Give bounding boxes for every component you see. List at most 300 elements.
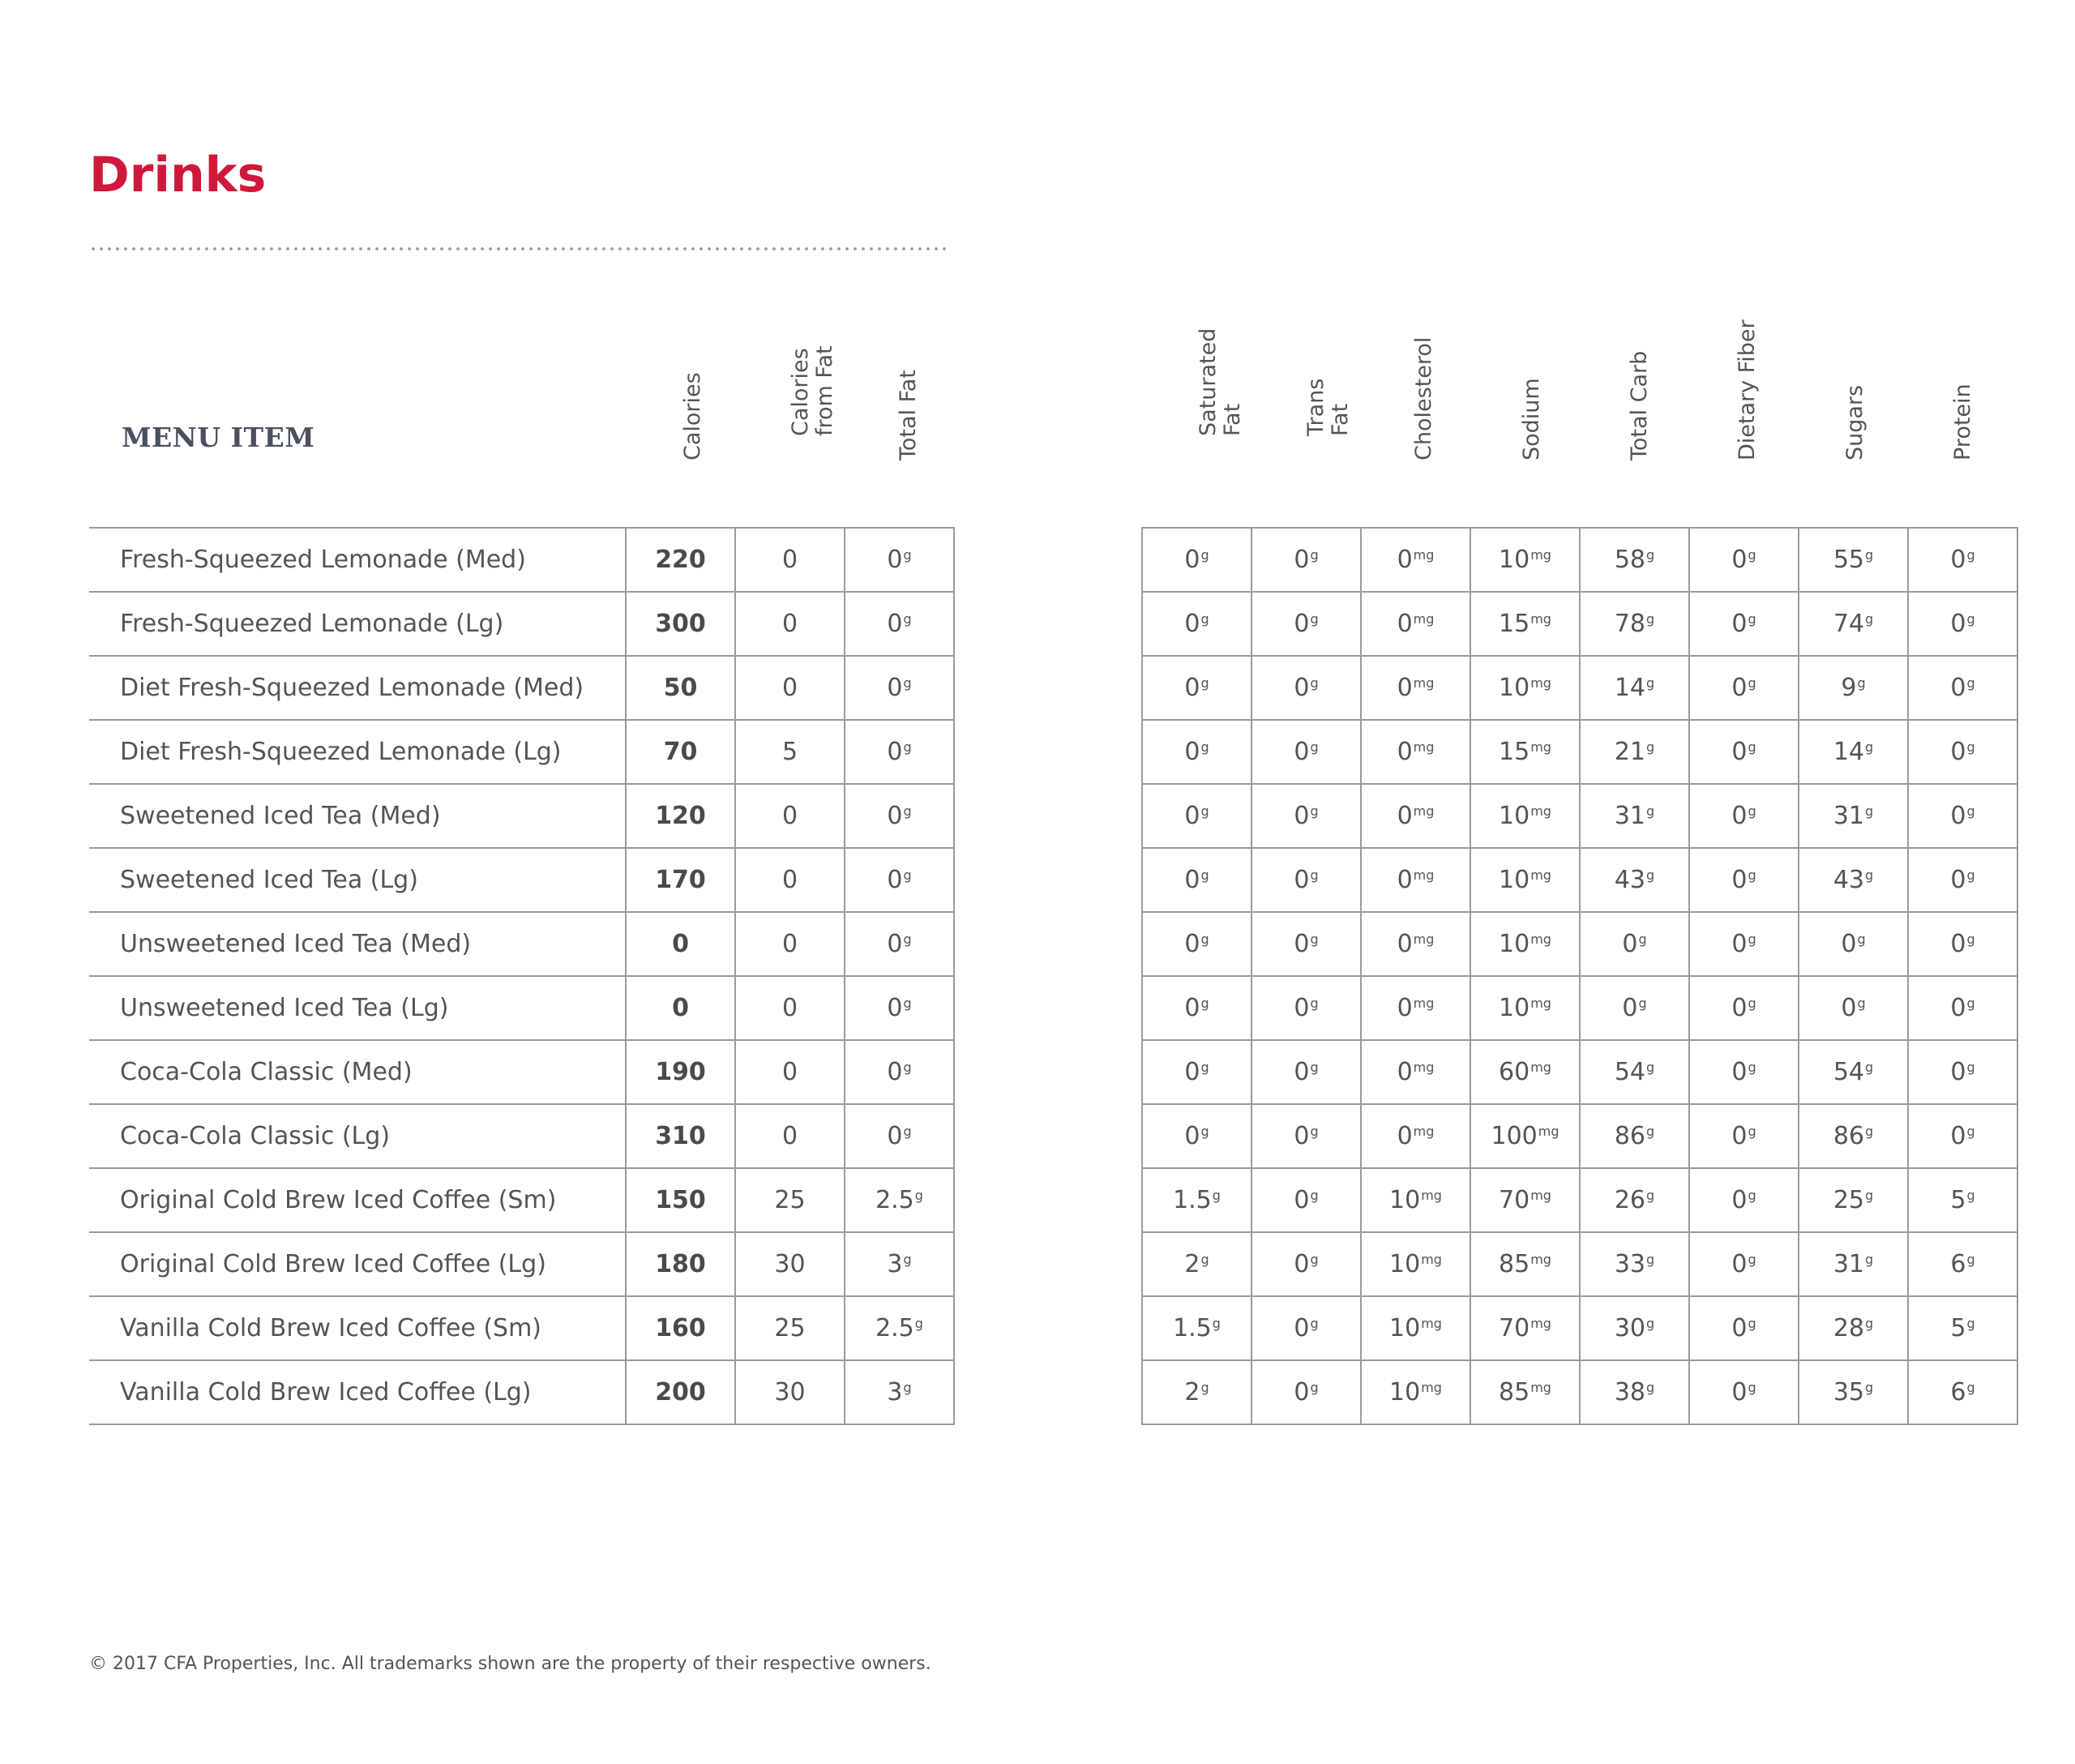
total-fat-cell-value: 0 <box>887 930 903 958</box>
table-row <box>89 720 954 784</box>
col-header-saturated-fat <box>1142 306 1250 485</box>
total-carb-cell-value: 78 <box>1614 610 1646 638</box>
cholesterol-cell <box>1361 720 1470 784</box>
trans-fat-cell <box>1251 720 1361 784</box>
sugars-cell <box>1799 592 1908 656</box>
unit-label: g <box>1310 1060 1319 1075</box>
sodium-cell <box>1470 976 1580 1040</box>
unit-label: mg <box>1530 739 1551 755</box>
unit-label: g <box>1966 867 1975 883</box>
protein-cell-value: 6 <box>1950 1250 1966 1278</box>
unit-label: g <box>1748 931 1756 947</box>
total-fat-cell <box>845 848 954 912</box>
unit-label: mg <box>1530 803 1551 819</box>
dietary-fiber-cell <box>1689 592 1799 656</box>
calories-from-fat-cell-value: 0 <box>781 802 798 830</box>
sodium-cell-value: 60 <box>1499 1058 1530 1086</box>
cholesterol-cell-value: 0 <box>1397 802 1413 830</box>
col-header-saturated-fat-label: Saturated Fat <box>1195 328 1245 436</box>
protein-cell <box>1908 656 2017 720</box>
total-carb-cell <box>1580 848 1689 912</box>
sugars-cell <box>1799 784 1908 848</box>
trans-fat-cell <box>1251 1232 1361 1296</box>
calories-cell <box>626 1296 735 1360</box>
sugars-cell-value: 0 <box>1841 930 1857 958</box>
unit-label: g <box>903 1124 912 1139</box>
unit-label: g <box>1966 611 1975 627</box>
total-fat-cell-value: 0 <box>887 738 903 766</box>
unit-label: g <box>1200 1060 1209 1075</box>
cholesterol-cell <box>1361 1040 1470 1104</box>
sugars-cell-value: 9 <box>1841 674 1857 702</box>
table-row <box>89 848 954 912</box>
trans-fat-cell-value: 0 <box>1294 802 1310 830</box>
unit-label: mg <box>1530 547 1551 563</box>
sodium-cell-value: 85 <box>1499 1250 1530 1278</box>
dietary-fiber-cell-value: 0 <box>1731 1378 1748 1406</box>
saturated-fat-cell <box>1142 1168 1251 1232</box>
trans-fat-cell <box>1251 1168 1361 1232</box>
unit-label: mg <box>1413 803 1435 819</box>
unit-label: g <box>1966 1380 1975 1395</box>
calories-from-fat-cell <box>735 592 845 656</box>
total-fat-cell-value: 0 <box>887 1058 903 1086</box>
unit-label: g <box>1310 611 1319 627</box>
calories-cell-value: 220 <box>655 546 706 574</box>
cholesterol-cell-value: 0 <box>1397 994 1413 1022</box>
item-name-value: Sweetened Iced Tea (Med) <box>120 802 441 830</box>
protein-cell-value: 0 <box>1950 674 1966 702</box>
dietary-fiber-cell <box>1689 1296 1799 1360</box>
table-row <box>1142 848 2017 912</box>
unit-label: g <box>1638 995 1647 1011</box>
dietary-fiber-cell-value: 0 <box>1731 1314 1748 1342</box>
cholesterol-cell <box>1361 784 1470 848</box>
calories-cell-value: 150 <box>655 1186 706 1214</box>
item-name-value: Vanilla Cold Brew Iced Coffee (Lg) <box>120 1378 532 1406</box>
unit-label: g <box>1212 1188 1221 1203</box>
protein-cell <box>1908 1360 2017 1424</box>
dietary-fiber-cell <box>1689 1040 1799 1104</box>
table-row <box>89 592 954 656</box>
item-name-value: Original Cold Brew Iced Coffee (Sm) <box>120 1186 557 1214</box>
trans-fat-cell-value: 0 <box>1294 1058 1310 1086</box>
table-row <box>89 656 954 720</box>
unit-label: g <box>1200 547 1209 563</box>
unit-label: mg <box>1413 1124 1435 1139</box>
unit-label: mg <box>1530 1060 1551 1075</box>
calories-cell-value: 170 <box>655 866 706 894</box>
dotted-divider <box>89 246 951 251</box>
total-fat-cell-value: 0 <box>887 546 903 574</box>
cholesterol-cell <box>1361 976 1470 1040</box>
dietary-fiber-cell-value: 0 <box>1731 674 1748 702</box>
sugars-cell-value: 31 <box>1833 802 1865 830</box>
sugars-cell-value: 54 <box>1833 1058 1865 1086</box>
unit-label: g <box>1748 1188 1756 1203</box>
cholesterol-cell-value: 0 <box>1397 610 1413 638</box>
total-carb-cell <box>1580 976 1689 1040</box>
table-row <box>89 976 954 1040</box>
cholesterol-cell-value: 10 <box>1389 1186 1421 1214</box>
col-header-total-fat-label: Total Fat <box>895 370 921 460</box>
trans-fat-cell <box>1251 976 1361 1040</box>
trans-fat-cell-value: 0 <box>1294 1122 1310 1150</box>
sodium-cell <box>1470 1296 1580 1360</box>
calories-from-fat-cell-value: 30 <box>774 1378 806 1406</box>
unit-label: g <box>903 1380 912 1395</box>
unit-label: g <box>1646 803 1655 819</box>
sugars-cell <box>1799 1104 1908 1168</box>
calories-cell <box>626 656 735 720</box>
unit-label: mg <box>1413 611 1435 627</box>
sodium-cell-value: 10 <box>1499 802 1530 830</box>
dietary-fiber-cell <box>1689 1168 1799 1232</box>
dietary-fiber-cell <box>1689 848 1799 912</box>
unit-label: g <box>1857 931 1866 947</box>
unit-label: mg <box>1530 867 1551 883</box>
unit-label: g <box>1865 803 1874 819</box>
item-name-value: Coca-Cola Classic (Lg) <box>120 1122 391 1150</box>
col-header-total-carb <box>1573 306 1681 485</box>
calories-cell-value: 190 <box>655 1058 706 1086</box>
unit-label: g <box>1865 1060 1874 1075</box>
item-name-value: Diet Fresh-Squeezed Lemonade (Med) <box>120 674 584 702</box>
sugars-cell <box>1799 1296 1908 1360</box>
protein-cell-value: 0 <box>1950 1058 1966 1086</box>
unit-label: g <box>1966 803 1975 819</box>
unit-label: mg <box>1421 1252 1442 1267</box>
unit-label: g <box>1646 547 1655 563</box>
unit-label: g <box>1865 611 1874 627</box>
unit-label: mg <box>1413 547 1435 563</box>
saturated-fat-cell-value: 0 <box>1184 1122 1200 1150</box>
saturated-fat-cell <box>1142 656 1251 720</box>
table-row <box>1142 976 2017 1040</box>
dietary-fiber-cell <box>1689 528 1799 592</box>
total-fat-cell <box>845 720 954 784</box>
sodium-cell <box>1470 528 1580 592</box>
unit-label: g <box>1966 739 1975 755</box>
saturated-fat-cell <box>1142 1104 1251 1168</box>
unit-label: mg <box>1421 1188 1442 1203</box>
item-name-value: Fresh-Squeezed Lemonade (Lg) <box>120 610 504 638</box>
cholesterol-cell-value: 0 <box>1397 1058 1413 1086</box>
calories-from-fat-cell <box>735 1040 845 1104</box>
unit-label: g <box>1857 675 1866 691</box>
table-row <box>89 1296 954 1360</box>
col-header-calories-from-fat-label: Calories from Fat <box>787 345 837 436</box>
table-row <box>1142 528 2017 592</box>
calories-from-fat-cell-value: 5 <box>781 738 798 766</box>
unit-label: g <box>1748 1252 1756 1267</box>
total-fat-cell-value: 3 <box>887 1378 903 1406</box>
protein-cell <box>1908 1232 2017 1296</box>
unit-label: g <box>1646 611 1655 627</box>
calories-from-fat-cell <box>735 1168 845 1232</box>
item-name <box>89 1296 626 1360</box>
sodium-cell <box>1470 1360 1580 1424</box>
menu-item-header: MENU ITEM <box>122 422 315 453</box>
unit-label: g <box>914 1188 923 1203</box>
dietary-fiber-cell-value: 0 <box>1731 994 1748 1022</box>
sodium-cell-value: 85 <box>1499 1378 1530 1406</box>
calories-cell-value: 0 <box>672 994 689 1022</box>
protein-cell <box>1908 1104 2017 1168</box>
trans-fat-cell-value: 0 <box>1294 1186 1310 1214</box>
total-carb-cell-value: 30 <box>1614 1314 1646 1342</box>
cholesterol-cell <box>1361 1296 1470 1360</box>
protein-cell <box>1908 1040 2017 1104</box>
total-carb-cell <box>1580 1232 1689 1296</box>
unit-label: g <box>1966 995 1975 1011</box>
total-carb-cell-value: 33 <box>1614 1250 1646 1278</box>
table-row <box>89 1040 954 1104</box>
calories-cell <box>626 1232 735 1296</box>
calories-cell <box>626 1360 735 1424</box>
trans-fat-cell-value: 0 <box>1294 738 1310 766</box>
table-row <box>1142 656 2017 720</box>
item-name <box>89 528 626 592</box>
protein-cell-value: 0 <box>1950 802 1966 830</box>
saturated-fat-cell <box>1142 848 1251 912</box>
col-header-trans-fat <box>1250 306 1358 485</box>
unit-label: g <box>903 739 912 755</box>
sodium-cell-value: 70 <box>1499 1314 1530 1342</box>
dietary-fiber-cell <box>1689 1104 1799 1168</box>
total-carb-cell-value: 14 <box>1614 674 1646 702</box>
calories-from-fat-cell <box>735 976 845 1040</box>
unit-label: mg <box>1538 1124 1559 1139</box>
unit-label: g <box>1200 1124 1209 1139</box>
col-header-sugars <box>1789 306 1897 485</box>
protein-cell-value: 5 <box>1950 1314 1966 1342</box>
total-carb-cell <box>1580 1296 1689 1360</box>
sodium-cell-value: 10 <box>1499 994 1530 1022</box>
total-carb-cell <box>1580 912 1689 976</box>
unit-label: g <box>1966 1252 1975 1267</box>
protein-cell <box>1908 1168 2017 1232</box>
sodium-cell <box>1470 912 1580 976</box>
unit-label: g <box>1646 867 1655 883</box>
saturated-fat-cell <box>1142 720 1251 784</box>
protein-cell-value: 0 <box>1950 1122 1966 1150</box>
item-name <box>89 720 626 784</box>
table-row <box>1142 1232 2017 1296</box>
sugars-cell-value: 74 <box>1833 610 1865 638</box>
unit-label: g <box>1748 1124 1756 1139</box>
item-name <box>89 1168 626 1232</box>
unit-label: g <box>1646 1316 1655 1331</box>
total-fat-cell-value: 0 <box>887 1122 903 1150</box>
unit-label: g <box>903 931 912 947</box>
trans-fat-cell-value: 0 <box>1294 610 1310 638</box>
table-row <box>1142 784 2017 848</box>
cholesterol-cell <box>1361 1232 1470 1296</box>
cholesterol-cell-value: 0 <box>1397 866 1413 894</box>
unit-label: g <box>1310 1188 1319 1203</box>
unit-label: g <box>1646 1380 1655 1395</box>
cholesterol-cell <box>1361 848 1470 912</box>
unit-label: g <box>1748 995 1756 1011</box>
table-row <box>1142 1296 2017 1360</box>
saturated-fat-cell <box>1142 784 1251 848</box>
dietary-fiber-cell-value: 0 <box>1731 1122 1748 1150</box>
calories-from-fat-cell-value: 0 <box>781 930 798 958</box>
dietary-fiber-cell-value: 0 <box>1731 1250 1748 1278</box>
protein-cell <box>1908 592 2017 656</box>
trans-fat-cell <box>1251 656 1361 720</box>
unit-label: g <box>1310 675 1319 691</box>
total-carb-cell <box>1580 1040 1689 1104</box>
sodium-cell <box>1470 1232 1580 1296</box>
unit-label: g <box>903 675 912 691</box>
sodium-cell <box>1470 784 1580 848</box>
trans-fat-cell-value: 0 <box>1294 546 1310 574</box>
item-name <box>89 592 626 656</box>
unit-label: g <box>1748 547 1756 563</box>
calories-from-fat-cell <box>735 1360 845 1424</box>
table-row <box>89 784 954 848</box>
unit-label: g <box>1865 1316 1874 1331</box>
calories-from-fat-cell-value: 0 <box>781 1058 798 1086</box>
total-carb-cell <box>1580 1360 1689 1424</box>
unit-label: mg <box>1530 675 1551 691</box>
calories-cell-value: 0 <box>672 930 689 958</box>
saturated-fat-cell-value: 2 <box>1184 1250 1200 1278</box>
col-header-calories-from-fat <box>734 306 842 485</box>
calories-from-fat-cell <box>735 1296 845 1360</box>
unit-label: g <box>1200 1380 1209 1395</box>
table-row <box>89 1360 954 1424</box>
total-fat-cell-value: 2.5 <box>875 1314 914 1342</box>
unit-label: g <box>1865 1252 1874 1267</box>
unit-label: g <box>1748 739 1756 755</box>
trans-fat-cell <box>1251 784 1361 848</box>
protein-cell <box>1908 720 2017 784</box>
total-fat-cell-value: 2.5 <box>875 1186 914 1214</box>
trans-fat-cell-value: 0 <box>1294 674 1310 702</box>
col-header-cholesterol-label: Cholesterol <box>1410 336 1436 460</box>
saturated-fat-cell-value: 0 <box>1184 546 1200 574</box>
dietary-fiber-cell-value: 0 <box>1731 1058 1748 1086</box>
item-name <box>89 1104 626 1168</box>
cholesterol-cell <box>1361 528 1470 592</box>
calories-cell-value: 120 <box>655 802 706 830</box>
unit-label: mg <box>1421 1380 1442 1395</box>
saturated-fat-cell <box>1142 528 1251 592</box>
cholesterol-cell-value: 0 <box>1397 930 1413 958</box>
sugars-cell-value: 35 <box>1833 1378 1865 1406</box>
cholesterol-cell <box>1361 1360 1470 1424</box>
protein-cell-value: 0 <box>1950 610 1966 638</box>
saturated-fat-cell-value: 0 <box>1184 802 1200 830</box>
total-fat-cell <box>845 912 954 976</box>
unit-label: g <box>1310 867 1319 883</box>
unit-label: g <box>903 995 912 1011</box>
calories-cell <box>626 912 735 976</box>
unit-label: g <box>1200 867 1209 883</box>
unit-label: g <box>1200 803 1209 819</box>
table-row <box>89 1104 954 1168</box>
protein-cell <box>1908 1296 2017 1360</box>
unit-label: g <box>1748 867 1756 883</box>
unit-label: g <box>1200 739 1209 755</box>
trans-fat-cell-value: 0 <box>1294 1314 1310 1342</box>
table-row <box>89 528 954 592</box>
saturated-fat-cell <box>1142 1040 1251 1104</box>
cholesterol-cell <box>1361 1104 1470 1168</box>
item-name-value: Vanilla Cold Brew Iced Coffee (Sm) <box>120 1314 541 1342</box>
sodium-cell <box>1470 1040 1580 1104</box>
unit-label: g <box>1966 1316 1975 1331</box>
nutrition-table-left <box>89 527 955 1425</box>
unit-label: g <box>903 1252 912 1267</box>
nutrition-table-right <box>1141 527 2018 1425</box>
trans-fat-cell-value: 0 <box>1294 930 1310 958</box>
unit-label: g <box>1966 675 1975 691</box>
table-row <box>1142 912 2017 976</box>
sugars-cell-value: 55 <box>1833 546 1865 574</box>
cholesterol-cell <box>1361 656 1470 720</box>
total-carb-cell-value: 21 <box>1614 738 1646 766</box>
unit-label: mg <box>1413 739 1435 755</box>
unit-label: g <box>1310 931 1319 947</box>
protein-cell <box>1908 784 2017 848</box>
dietary-fiber-cell <box>1689 720 1799 784</box>
calories-cell <box>626 1104 735 1168</box>
unit-label: g <box>1748 611 1756 627</box>
sugars-cell <box>1799 720 1908 784</box>
unit-label: g <box>1310 1124 1319 1139</box>
calories-from-fat-cell-value: 0 <box>781 610 798 638</box>
dietary-fiber-cell-value: 0 <box>1731 546 1748 574</box>
col-header-protein-label: Protein <box>1949 383 1975 460</box>
calories-cell-value: 50 <box>663 674 698 702</box>
total-carb-cell-value: 86 <box>1614 1122 1646 1150</box>
calories-cell-value: 300 <box>655 610 706 638</box>
sodium-cell <box>1470 592 1580 656</box>
unit-label: g <box>1200 995 1209 1011</box>
total-fat-cell-value: 0 <box>887 610 903 638</box>
trans-fat-cell-value: 0 <box>1294 1250 1310 1278</box>
unit-label: g <box>1865 739 1874 755</box>
item-name-value: Unsweetened Iced Tea (Med) <box>120 930 472 958</box>
total-fat-cell <box>845 976 954 1040</box>
sodium-cell <box>1470 848 1580 912</box>
unit-label: mg <box>1413 1060 1435 1075</box>
table-row <box>1142 1360 2017 1424</box>
cholesterol-cell-value: 10 <box>1389 1250 1421 1278</box>
unit-label: g <box>903 611 912 627</box>
sodium-cell <box>1470 1168 1580 1232</box>
dietary-fiber-cell <box>1689 1232 1799 1296</box>
sodium-cell-value: 15 <box>1499 610 1530 638</box>
total-fat-cell <box>845 1296 954 1360</box>
table-row <box>89 1232 954 1296</box>
total-carb-cell <box>1580 592 1689 656</box>
calories-cell <box>626 848 735 912</box>
calories-from-fat-cell-value: 0 <box>781 866 798 894</box>
table-row <box>89 912 954 976</box>
total-fat-cell <box>845 528 954 592</box>
item-name <box>89 912 626 976</box>
col-header-trans-fat-label: Trans Fat <box>1303 378 1353 436</box>
table-row <box>1142 1104 2017 1168</box>
calories-from-fat-cell-value: 0 <box>781 546 798 574</box>
calories-from-fat-cell <box>735 528 845 592</box>
sugars-cell <box>1799 912 1908 976</box>
